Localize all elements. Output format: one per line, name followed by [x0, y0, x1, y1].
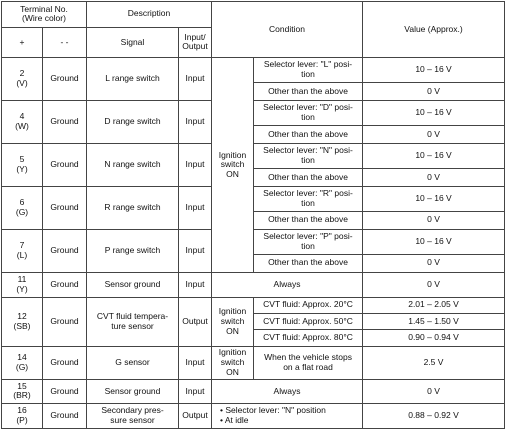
- terminal-cell: 2 (V): [2, 58, 43, 101]
- terminal-cell: 12 (SB): [2, 297, 43, 346]
- header-minus: - -: [43, 27, 87, 58]
- signal-cell: Sensor ground: [87, 273, 179, 298]
- value-cell: 10 – 16 V: [363, 144, 505, 169]
- ignition-switch-on-cell: Ignition switch ON: [212, 346, 254, 379]
- io-cell: Input: [179, 346, 212, 379]
- signal-cell: G sensor: [87, 346, 179, 379]
- ground-cell: Ground: [43, 379, 87, 404]
- value-cell: 0.90 – 0.94 V: [363, 330, 505, 346]
- terminal-cell: 16 (P): [2, 404, 43, 429]
- ground-cell: Ground: [43, 404, 87, 429]
- signal-cell: P range switch: [87, 230, 179, 273]
- terminal-cell: 14 (G): [2, 346, 43, 379]
- ground-cell: Ground: [43, 273, 87, 298]
- signal-cell: Sensor ground: [87, 379, 179, 404]
- io-cell: Output: [179, 297, 212, 346]
- condition-cell: Other than the above: [254, 82, 363, 100]
- condition-cell: When the vehicle stops on a flat road: [254, 346, 363, 379]
- value-cell: 0 V: [363, 168, 505, 186]
- condition-cell: Always: [212, 273, 363, 298]
- condition-cell: CVT fluid: Approx. 50°C: [254, 313, 363, 329]
- header-terminal: Terminal No. (Wire color): [2, 2, 87, 28]
- header-plus: +: [2, 27, 43, 58]
- condition-bullet: • At idle: [220, 415, 249, 426]
- value-cell: 10 – 16 V: [363, 187, 505, 212]
- value-cell: 0 V: [363, 82, 505, 100]
- value-cell: 0 V: [363, 254, 505, 272]
- condition-cell: Selector lever: "R" posi- tion: [254, 187, 363, 212]
- condition-cell: [212, 404, 363, 429]
- signal-cell: Secondary pres- sure sensor: [87, 404, 179, 429]
- header-value: Value (Approx.): [363, 2, 505, 58]
- io-cell: Input: [179, 101, 212, 144]
- condition-cell: Selector lever: "P" posi- tion: [254, 230, 363, 255]
- io-cell: Input: [179, 187, 212, 230]
- value-cell: 0 V: [363, 211, 505, 229]
- condition-cell: CVT fluid: Approx. 20°C: [254, 297, 363, 313]
- ground-cell: Ground: [43, 346, 87, 379]
- condition-cell: Other than the above: [254, 254, 363, 272]
- condition-cell: Other than the above: [254, 211, 363, 229]
- terminal-cell: 7 (L): [2, 230, 43, 273]
- value-cell: 0 V: [363, 273, 505, 298]
- ground-cell: Ground: [43, 187, 87, 230]
- value-cell: 1.45 – 1.50 V: [363, 313, 505, 329]
- ignition-switch-on-cell: Ignition switch ON: [212, 58, 254, 273]
- io-cell: Output: [179, 404, 212, 429]
- value-cell: 2.01 – 2.05 V: [363, 297, 505, 313]
- condition-cell: Selector lever: "D" posi- tion: [254, 101, 363, 126]
- ignition-switch-on-cell: Ignition switch ON: [212, 297, 254, 346]
- signal-cell: L range switch: [87, 58, 179, 101]
- signal-cell: N range switch: [87, 144, 179, 187]
- value-cell: 0.88 – 0.92 V: [363, 404, 505, 429]
- condition-cell: Other than the above: [254, 125, 363, 143]
- io-cell: Input: [179, 379, 212, 404]
- condition-cell: Selector lever: "L" posi- tion: [254, 58, 363, 83]
- io-cell: Input: [179, 230, 212, 273]
- ground-cell: Ground: [43, 230, 87, 273]
- io-cell: Input: [179, 144, 212, 187]
- value-cell: 10 – 16 V: [363, 58, 505, 83]
- terminal-table: [1, 1, 505, 429]
- header-condition: Condition: [212, 2, 363, 58]
- header-description: Description: [87, 2, 212, 28]
- condition-cell: Selector lever: "N" posi- tion: [254, 144, 363, 169]
- io-cell: Input: [179, 58, 212, 101]
- ground-cell: Ground: [43, 101, 87, 144]
- terminal-cell: 6 (G): [2, 187, 43, 230]
- terminal-cell: 5 (Y): [2, 144, 43, 187]
- io-cell: Input: [179, 273, 212, 298]
- signal-cell: CVT fluid tempera- ture sensor: [87, 297, 179, 346]
- terminal-cell: 15 (BR): [2, 379, 43, 404]
- condition-cell: Always: [212, 379, 363, 404]
- value-cell: 0 V: [363, 379, 505, 404]
- ground-cell: Ground: [43, 144, 87, 187]
- signal-cell: D range switch: [87, 101, 179, 144]
- terminal-cell: 11 (Y): [2, 273, 43, 298]
- condition-cell: Other than the above: [254, 168, 363, 186]
- value-cell: 10 – 16 V: [363, 230, 505, 255]
- condition-bullet: • Selector lever: "N" position: [220, 405, 326, 416]
- signal-cell: R range switch: [87, 187, 179, 230]
- value-cell: 0 V: [363, 125, 505, 143]
- header-io: Input/ Output: [179, 27, 212, 58]
- ground-cell: Ground: [43, 58, 87, 101]
- header-signal: Signal: [87, 27, 179, 58]
- ground-cell: Ground: [43, 297, 87, 346]
- value-cell: 2.5 V: [363, 346, 505, 379]
- terminal-cell: 4 (W): [2, 101, 43, 144]
- condition-cell: CVT fluid: Approx. 80°C: [254, 330, 363, 346]
- value-cell: 10 – 16 V: [363, 101, 505, 126]
